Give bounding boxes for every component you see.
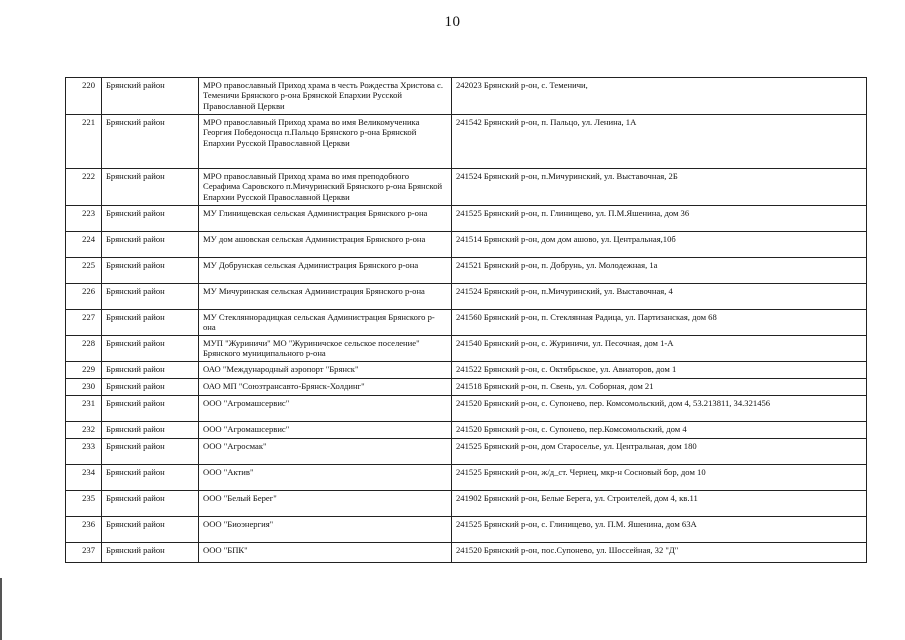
cell-district: Брянский район — [102, 284, 199, 310]
cell-organization: ООО "Агромашсервис" — [199, 422, 452, 439]
cell-address: 241520 Брянский р-он, пос.Супонево, ул. Шоссейная, 32 "Д" — [452, 543, 867, 563]
cell-district: Брянский район — [102, 258, 199, 284]
table-row — [66, 422, 867, 439]
cell-organization: ООО "Белый Берег" — [199, 491, 452, 517]
table-row — [66, 396, 867, 422]
cell-district: Брянский район — [102, 543, 199, 563]
cell-address: 241902 Брянский р-он, Белые Берега, ул. Строителей, дом 4, кв.11 — [452, 491, 867, 517]
cell-district: Брянский район — [102, 396, 199, 422]
cell-address: 241525 Брянский р-он, ж/д_ст. Чернец, мкр-н Сосновый бор, дом 10 — [452, 465, 867, 491]
table-row — [66, 517, 867, 543]
cell-number: 227 — [66, 310, 102, 336]
cell-address: 241520 Брянский р-он, с. Супонево, пер. Комсомольский, дом 4, 53.213811, 34.321456 — [452, 396, 867, 422]
cell-organization: МРО православный Приход храма в честь Рождества Христова с. Теменичи Брянского р-она Брянской Епархии Русской Православной Церкви — [199, 78, 452, 115]
cell-address: 241521 Брянский р-он, п. Добрунь, ул. Молодежная, 1а — [452, 258, 867, 284]
cell-organization: ООО "Биоэнергия" — [199, 517, 452, 543]
table-row — [66, 258, 867, 284]
cell-address: 241518 Брянский р-он, п. Свень, ул. Соборная, дом 21 — [452, 379, 867, 396]
cell-district: Брянский район — [102, 517, 199, 543]
cell-address: 241525 Брянский р-он, дом Староселье, ул. Центральная, дом 180 — [452, 439, 867, 465]
table-row — [66, 232, 867, 258]
cell-number: 225 — [66, 258, 102, 284]
cell-number: 223 — [66, 206, 102, 232]
table-row — [66, 379, 867, 396]
cell-number: 235 — [66, 491, 102, 517]
table-row — [66, 310, 867, 336]
cell-organization: МРО православный Приход храма во имя Великомученика Георгия Победоносца п.Пальцо Брянского р-она Брянской Епархии Русской Православной Церкви — [199, 115, 452, 169]
cell-address: 241560 Брянский р-он, п. Стеклянная Радица, ул. Партизанская, дом 68 — [452, 310, 867, 336]
cell-organization: МУП "Журиничи" МО "Журиничское сельское поселение" Брянского муниципального р-она — [199, 336, 452, 362]
cell-organization: ООО "Агромашсервис" — [199, 396, 452, 422]
cell-number: 230 — [66, 379, 102, 396]
table-row — [66, 362, 867, 379]
cell-number: 231 — [66, 396, 102, 422]
cell-district: Брянский район — [102, 78, 199, 115]
cell-address: 241520 Брянский р-он, с. Супонево, пер.Комсомольский, дом 4 — [452, 422, 867, 439]
cell-district: Брянский район — [102, 206, 199, 232]
cell-address: 241514 Брянский р-он, дом дом ашово, ул. Центральная,10б — [452, 232, 867, 258]
table-row — [66, 78, 867, 115]
page-number: 10 — [444, 14, 461, 30]
cell-number: 222 — [66, 169, 102, 206]
cell-address: 241525 Брянский р-он, п. Глинищево, ул. П.М.Яшенина, дом 36 — [452, 206, 867, 232]
table-row — [66, 206, 867, 232]
cell-organization: ОАО МП "Союзтрансавто-Брянск-Холдинг" — [199, 379, 452, 396]
cell-organization: МУ Добрунская сельская Администрация Брянского р-она — [199, 258, 452, 284]
cell-number: 229 — [66, 362, 102, 379]
cell-number: 221 — [66, 115, 102, 169]
table-row — [66, 465, 867, 491]
cell-number: 220 — [66, 78, 102, 115]
cell-district: Брянский район — [102, 491, 199, 517]
cell-number: 236 — [66, 517, 102, 543]
cell-number: 233 — [66, 439, 102, 465]
table-row — [66, 115, 867, 169]
cell-district: Брянский район — [102, 115, 199, 169]
cell-district: Брянский район — [102, 169, 199, 206]
cell-organization: ООО "Агросмак" — [199, 439, 452, 465]
table-body — [66, 78, 867, 563]
table-row — [66, 336, 867, 362]
cell-district: Брянский район — [102, 379, 199, 396]
table-row — [66, 284, 867, 310]
table-row — [66, 543, 867, 563]
cell-address: 241525 Брянский р-он, с. Глинищево, ул. П.М. Яшенина, дом 63А — [452, 517, 867, 543]
cell-address: 241542 Брянский р-он, п. Пальцо, ул. Ленина, 1А — [452, 115, 867, 169]
cell-district: Брянский район — [102, 310, 199, 336]
table-row — [66, 439, 867, 465]
cell-address: 241524 Брянский р-он, п.Мичуринский, ул. Выставочная, 2Б — [452, 169, 867, 206]
table-row — [66, 169, 867, 206]
cell-organization: МРО православный Приход храма во имя преподобного Серафима Саровского п.Мичуринский Брянского р-она Брянской Епархии Русской Православной Церкви — [199, 169, 452, 206]
cell-organization: МУ Мичуринская сельская Администрация Брянского р-она — [199, 284, 452, 310]
registry-table — [65, 77, 867, 563]
cell-organization: МУ Глинищевская сельская Администрация Брянского р-она — [199, 206, 452, 232]
cell-organization: ОАО "Международный аэропорт "Брянск" — [199, 362, 452, 379]
cell-district: Брянский район — [102, 362, 199, 379]
cell-district: Брянский район — [102, 232, 199, 258]
cell-address: 242023 Брянский р-он, с. Теменичи, — [452, 78, 867, 115]
cell-district: Брянский район — [102, 439, 199, 465]
cell-district: Брянский район — [102, 336, 199, 362]
cell-number: 228 — [66, 336, 102, 362]
cell-address: 241522 Брянский р-он, с. Октябрьское, ул. Авиаторов, дом 1 — [452, 362, 867, 379]
cell-organization: ООО "БПК" — [199, 543, 452, 563]
cell-address: 241540 Брянский р-он, с. Журиничи, ул. Песочная, дом 1-А — [452, 336, 867, 362]
cell-organization: МУ Стекляннорадицкая сельская Администрация Брянского р-она — [199, 310, 452, 336]
cell-organization: МУ дом ашовская сельская Администрация Брянского р-она — [199, 232, 452, 258]
cell-number: 224 — [66, 232, 102, 258]
cell-number: 226 — [66, 284, 102, 310]
cell-address: 241524 Брянский р-он, п.Мичуринский, ул. Выставочная, 4 — [452, 284, 867, 310]
cell-number: 237 — [66, 543, 102, 563]
table-row — [66, 491, 867, 517]
cell-number: 232 — [66, 422, 102, 439]
scan-edge-mark — [0, 578, 2, 640]
cell-organization: ООО "Актив" — [199, 465, 452, 491]
cell-district: Брянский район — [102, 465, 199, 491]
cell-number: 234 — [66, 465, 102, 491]
cell-district: Брянский район — [102, 422, 199, 439]
